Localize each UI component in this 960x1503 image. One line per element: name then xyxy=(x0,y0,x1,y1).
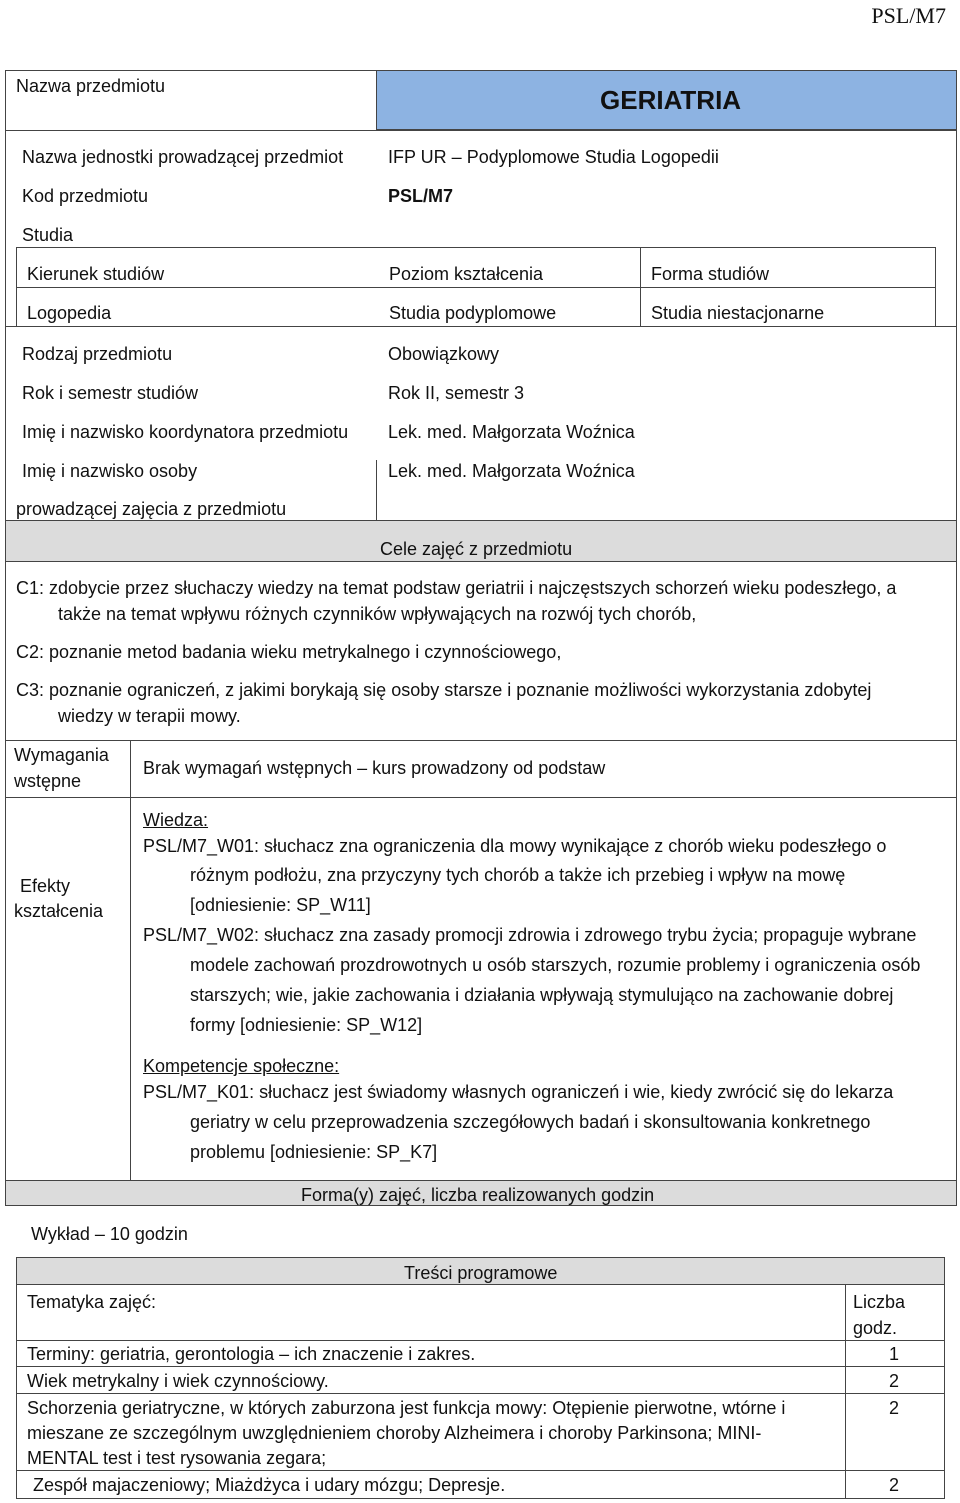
col-hours-header-1: Liczba xyxy=(853,1292,906,1312)
efekt-k01-line2: geriatry w celu przeprowadzenia szczegółowych badań i skonsultowania konkretnego xyxy=(190,1112,871,1132)
efekt-w02-line1: PSL/M7_W02: słuchacz zna zasady promocji zdrowia i zdrowego trybu życia; propaguje wybrane xyxy=(143,925,917,945)
cel-c1-line1: C1: zdobycie przez słuchaczy wiedzy na temat podstaw geriatrii i najczęstszych schorzeń wieku podeszłego, a xyxy=(16,578,897,598)
prowadzacy-value: Lek. med. Małgorzata Woźnica xyxy=(388,461,635,481)
jednostka-label: Nazwa jednostki prowadzącej przedmiot xyxy=(22,147,344,167)
col-topic-header: Tematyka zajęć: xyxy=(27,1292,157,1312)
cel-c3-line2: wiedzy w terapii mowy. xyxy=(58,706,241,726)
wymagania-label-2: wstępne xyxy=(14,771,82,791)
cel-c2: C2: poznanie metod badania wieku metrykalnego i czynnościowego, xyxy=(16,642,562,662)
kompetencje-heading: Kompetencje społeczne: xyxy=(143,1056,340,1076)
forma-value: Studia niestacjonarne xyxy=(651,303,825,323)
efekt-w01-line2: różnym podłożu, zna przyczyny tych chorób a także ich przebieg i wpływ na mowę xyxy=(190,865,846,885)
efekt-k01-line1: PSL/M7_K01: słuchacz jest świadomy własnych ograniczeń i wie, kiedy zwrócić się do lekarza xyxy=(143,1082,894,1102)
cele-heading: Cele zajęć z przedmiotu xyxy=(380,539,573,559)
poziom-label: Poziom kształcenia xyxy=(389,264,544,284)
table-row-hours: 2 xyxy=(889,1371,900,1391)
studia-label: Studia xyxy=(22,225,74,245)
forma-label: Forma studiów xyxy=(651,264,770,284)
efekt-w02-line2: modele zachowań prozdrowotnych u osób starszych, rozumie problemy i ograniczenia osób xyxy=(190,955,921,975)
efekty-label-2: kształcenia xyxy=(14,901,104,921)
table-row-topic: Wiek metrykalny i wiek czynnościowy. xyxy=(27,1371,329,1391)
table-row-topic-line1: Schorzenia geriatryczne, w których zaburzona jest funkcja mowy: Otępienie pierwotne, wtórne i xyxy=(27,1398,786,1418)
table-row-hours: 2 xyxy=(889,1398,900,1418)
rodzaj-value: Obowiązkowy xyxy=(388,344,500,364)
formy-value: Wykład – 10 godzin xyxy=(31,1224,188,1244)
kod-label: Kod przedmiotu xyxy=(22,186,149,206)
efekt-w01-line3: [odniesienie: SP_W11] xyxy=(190,895,371,915)
table-row-topic-line2: mieszane ze szczególnym uwzględnieniem choroby Alzheimera i choroby Parkinsona; MINI- xyxy=(27,1423,762,1443)
kod-value: PSL/M7 xyxy=(388,186,454,206)
cel-c3-line1: C3: poznanie ograniczeń, z jakimi borykają się osoby starsze i poznanie możliwości wykorzystania zdobytej xyxy=(16,680,872,700)
efekt-w02-line3: starszych; wie, jakie zachowania i działania wpływają stymulująco na zachowanie dobrej xyxy=(190,985,894,1005)
prowadzacy-label-2: prowadzącej zajęcia z przedmiotu xyxy=(16,499,287,519)
kierunek-label: Kierunek studiów xyxy=(27,264,165,284)
wymagania-value: Brak wymagań wstępnych – kurs prowadzony od podstaw xyxy=(143,758,606,778)
page-code: PSL/M7 xyxy=(871,3,946,28)
table-row-hours: 2 xyxy=(889,1475,900,1495)
col-hours-header-2: godz. xyxy=(853,1318,898,1338)
formy-heading: Forma(y) zajęć, liczba realizowanych godzin xyxy=(301,1185,655,1205)
efekty-label-1: Efekty xyxy=(20,876,71,896)
koordynator-value: Lek. med. Małgorzata Woźnica xyxy=(388,422,635,442)
prowadzacy-label-1: Imię i nazwisko osoby xyxy=(22,461,198,481)
rodzaj-label: Rodzaj przedmiotu xyxy=(22,344,173,364)
course-title: GERIATRIA xyxy=(600,85,742,115)
efekt-k01-line3: problemu [odniesienie: SP_K7] xyxy=(190,1142,438,1162)
jednostka-value: IFP UR – Podyplomowe Studia Logopedii xyxy=(388,147,719,167)
efekt-w02-line4: formy [odniesienie: SP_W12] xyxy=(190,1015,423,1035)
tresci-heading: Treści programowe xyxy=(404,1263,558,1283)
table-row-topic: Zespół majaczeniowy; Miażdżyca i udary mózgu; Depresje. xyxy=(33,1475,506,1495)
kierunek-value: Logopedia xyxy=(27,303,112,323)
table-row-hours: 1 xyxy=(889,1344,900,1364)
wymagania-label-1: Wymagania xyxy=(14,745,109,765)
efekt-w01-line1: PSL/M7_W01: słuchacz zna ograniczenia dla mowy wynikające z chorób wieku podeszłego o xyxy=(143,836,887,856)
poziom-value: Studia podyplomowe xyxy=(389,303,557,323)
rok-label: Rok i semestr studiów xyxy=(22,383,199,403)
wiedza-heading: Wiedza: xyxy=(143,810,209,830)
nazwa-label: Nazwa przedmiotu xyxy=(16,76,166,96)
cel-c1-line2: także na temat wpływu różnych czynników wpływających na rozwój tych chorób, xyxy=(58,604,697,624)
table-row-topic-line3: MENTAL test i test rysowania zegara; xyxy=(27,1448,327,1468)
rok-value: Rok II, semestr 3 xyxy=(388,383,525,403)
table-row-topic: Terminy: geriatria, gerontologia – ich znaczenie i zakres. xyxy=(27,1344,476,1364)
koordynator-label: Imię i nazwisko koordynatora przedmiotu xyxy=(22,422,349,442)
